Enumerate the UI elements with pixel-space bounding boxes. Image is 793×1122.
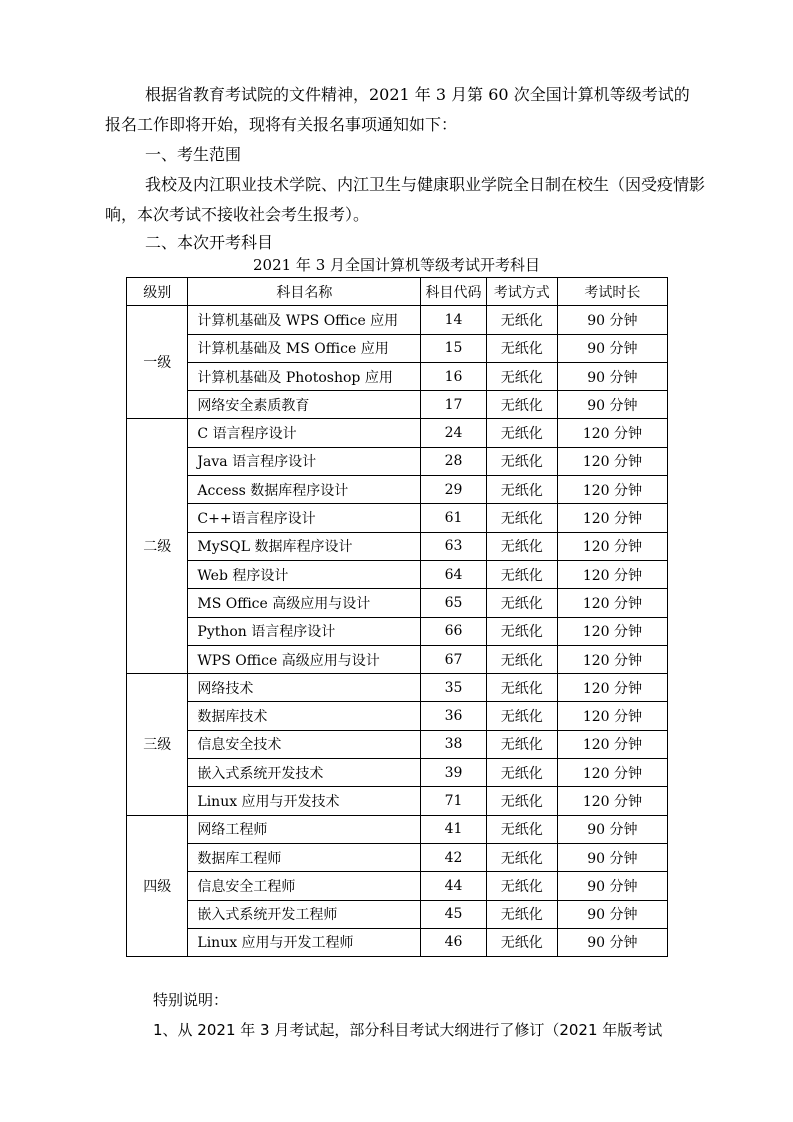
subject-name-cell: 网络安全素质教育 bbox=[188, 391, 421, 419]
level-cell: 四级 bbox=[127, 815, 188, 956]
exam-subjects-table bbox=[126, 277, 668, 957]
exam-mode-cell: 无纸化 bbox=[486, 306, 557, 334]
table-row bbox=[127, 334, 668, 362]
exam-mode-cell: 无纸化 bbox=[486, 815, 557, 843]
level-cell: 一级 bbox=[127, 306, 188, 419]
subject-name-cell: 计算机基础及 MS Office 应用 bbox=[188, 334, 421, 362]
subject-code-cell: 14 bbox=[421, 306, 486, 334]
exam-mode-cell: 无纸化 bbox=[486, 759, 557, 787]
subject-code-cell: 66 bbox=[421, 617, 486, 645]
table-row bbox=[127, 815, 668, 843]
exam-mode-cell: 无纸化 bbox=[486, 730, 557, 758]
exam-duration-cell: 90 分钟 bbox=[557, 334, 667, 362]
table-row bbox=[127, 419, 668, 447]
notes-title: 特别说明： bbox=[153, 991, 229, 1009]
exam-mode-cell: 无纸化 bbox=[486, 334, 557, 362]
subject-name-cell: 数据库工程师 bbox=[188, 843, 421, 871]
subject-code-cell: 67 bbox=[421, 645, 486, 673]
header-subject-name: 科目名称 bbox=[188, 278, 421, 306]
exam-duration-cell: 120 分钟 bbox=[557, 730, 667, 758]
subject-code-cell: 71 bbox=[421, 787, 486, 815]
table-row bbox=[127, 362, 668, 390]
exam-mode-cell: 无纸化 bbox=[486, 589, 557, 617]
table-header-row bbox=[127, 278, 668, 306]
exam-mode-cell: 无纸化 bbox=[486, 476, 557, 504]
subject-name-cell: 计算机基础及 WPS Office 应用 bbox=[188, 306, 421, 334]
subject-code-cell: 35 bbox=[421, 674, 486, 702]
exam-duration-cell: 90 分钟 bbox=[557, 928, 667, 956]
table-row bbox=[127, 759, 668, 787]
subject-name-cell: Web 程序设计 bbox=[188, 560, 421, 588]
subject-name-cell: MySQL 数据库程序设计 bbox=[188, 532, 421, 560]
exam-duration-cell: 120 分钟 bbox=[557, 447, 667, 475]
subject-name-cell: 数据库技术 bbox=[188, 702, 421, 730]
candidates-paragraph: 我校及内江职业技术学院、内江卫生与健康职业学院全日制在校生（因受疫情影响，本次考试不接收社会考生报考）。 bbox=[105, 175, 706, 224]
subject-code-cell: 29 bbox=[421, 476, 486, 504]
exam-duration-cell: 120 分钟 bbox=[557, 532, 667, 560]
exam-mode-cell: 无纸化 bbox=[486, 617, 557, 645]
section-heading-candidates: 一、考生范围 bbox=[145, 145, 242, 164]
table-row bbox=[127, 589, 668, 617]
exam-mode-cell: 无纸化 bbox=[486, 419, 557, 447]
exam-mode-cell: 无纸化 bbox=[486, 532, 557, 560]
subject-name-cell: 信息安全技术 bbox=[188, 730, 421, 758]
header-level: 级别 bbox=[127, 278, 188, 306]
table-row bbox=[127, 928, 668, 956]
table-row bbox=[127, 730, 668, 758]
exam-duration-cell: 90 分钟 bbox=[557, 872, 667, 900]
section-heading-subjects: 二、本次开考科目 bbox=[145, 233, 274, 252]
subject-code-cell: 44 bbox=[421, 872, 486, 900]
subject-code-cell: 28 bbox=[421, 447, 486, 475]
subject-code-cell: 42 bbox=[421, 843, 486, 871]
table-row bbox=[127, 306, 668, 334]
subject-code-cell: 63 bbox=[421, 532, 486, 560]
subject-name-cell: C++语言程序设计 bbox=[188, 504, 421, 532]
subject-code-cell: 24 bbox=[421, 419, 486, 447]
exam-duration-cell: 120 分钟 bbox=[557, 589, 667, 617]
table-row bbox=[127, 532, 668, 560]
table-row bbox=[127, 674, 668, 702]
subject-code-cell: 61 bbox=[421, 504, 486, 532]
subject-code-cell: 39 bbox=[421, 759, 486, 787]
exam-duration-cell: 120 分钟 bbox=[557, 645, 667, 673]
exam-mode-cell: 无纸化 bbox=[486, 560, 557, 588]
table-row bbox=[127, 702, 668, 730]
table-row bbox=[127, 900, 668, 928]
subject-code-cell: 16 bbox=[421, 362, 486, 390]
exam-duration-cell: 90 分钟 bbox=[557, 815, 667, 843]
exam-duration-cell: 120 分钟 bbox=[557, 787, 667, 815]
table-row bbox=[127, 787, 668, 815]
exam-duration-cell: 90 分钟 bbox=[557, 306, 667, 334]
exam-mode-cell: 无纸化 bbox=[486, 787, 557, 815]
exam-mode-cell: 无纸化 bbox=[486, 645, 557, 673]
exam-duration-cell: 120 分钟 bbox=[557, 504, 667, 532]
subject-name-cell: WPS Office 高级应用与设计 bbox=[188, 645, 421, 673]
exam-duration-cell: 90 分钟 bbox=[557, 843, 667, 871]
subject-code-cell: 65 bbox=[421, 589, 486, 617]
subject-code-cell: 46 bbox=[421, 928, 486, 956]
table-title: 2021 年 3 月全国计算机等级考试开考科目 bbox=[252, 256, 541, 274]
exam-duration-cell: 120 分钟 bbox=[557, 560, 667, 588]
subject-name-cell: C 语言程序设计 bbox=[188, 419, 421, 447]
subject-name-cell: 计算机基础及 Photoshop 应用 bbox=[188, 362, 421, 390]
header-subject-code: 科目代码 bbox=[421, 278, 486, 306]
subject-name-cell: Linux 应用与开发工程师 bbox=[188, 928, 421, 956]
subject-name-cell: 网络技术 bbox=[188, 674, 421, 702]
header-exam-duration: 考试时长 bbox=[557, 278, 667, 306]
exam-duration-cell: 90 分钟 bbox=[557, 900, 667, 928]
subject-name-cell: MS Office 高级应用与设计 bbox=[188, 589, 421, 617]
subject-name-cell: 信息安全工程师 bbox=[188, 872, 421, 900]
table-row bbox=[127, 476, 668, 504]
subject-name-cell: Access 数据库程序设计 bbox=[188, 476, 421, 504]
table-row bbox=[127, 560, 668, 588]
table-row bbox=[127, 645, 668, 673]
exam-duration-cell: 120 分钟 bbox=[557, 617, 667, 645]
table-row bbox=[127, 843, 668, 871]
exam-mode-cell: 无纸化 bbox=[486, 843, 557, 871]
exam-duration-cell: 120 分钟 bbox=[557, 476, 667, 504]
subject-name-cell: Java 语言程序设计 bbox=[188, 447, 421, 475]
exam-duration-cell: 120 分钟 bbox=[557, 759, 667, 787]
exam-mode-cell: 无纸化 bbox=[486, 391, 557, 419]
table-row bbox=[127, 447, 668, 475]
subject-name-cell: 嵌入式系统开发工程师 bbox=[188, 900, 421, 928]
table-body bbox=[127, 306, 668, 957]
exam-duration-cell: 120 分钟 bbox=[557, 674, 667, 702]
level-cell: 二级 bbox=[127, 419, 188, 674]
subject-code-cell: 15 bbox=[421, 334, 486, 362]
table-row bbox=[127, 504, 668, 532]
subject-code-cell: 17 bbox=[421, 391, 486, 419]
notes-item-1: 1、从 2021 年 3 月考试起，部分科目考试大纲进行了修订（2021 年版考试 bbox=[153, 1021, 663, 1039]
subject-name-cell: Python 语言程序设计 bbox=[188, 617, 421, 645]
subject-name-cell: 嵌入式系统开发技术 bbox=[188, 759, 421, 787]
level-cell: 三级 bbox=[127, 674, 188, 815]
subject-code-cell: 45 bbox=[421, 900, 486, 928]
exam-mode-cell: 无纸化 bbox=[486, 447, 557, 475]
header-exam-mode: 考试方式 bbox=[486, 278, 557, 306]
exam-mode-cell: 无纸化 bbox=[486, 504, 557, 532]
exam-duration-cell: 90 分钟 bbox=[557, 391, 667, 419]
exam-duration-cell: 120 分钟 bbox=[557, 419, 667, 447]
table-row bbox=[127, 872, 668, 900]
exam-mode-cell: 无纸化 bbox=[486, 362, 557, 390]
exam-duration-cell: 120 分钟 bbox=[557, 702, 667, 730]
exam-mode-cell: 无纸化 bbox=[486, 900, 557, 928]
table-row bbox=[127, 391, 668, 419]
subject-name-cell: Linux 应用与开发技术 bbox=[188, 787, 421, 815]
subject-code-cell: 36 bbox=[421, 702, 486, 730]
subject-name-cell: 网络工程师 bbox=[188, 815, 421, 843]
subject-code-cell: 38 bbox=[421, 730, 486, 758]
exam-mode-cell: 无纸化 bbox=[486, 674, 557, 702]
subject-code-cell: 64 bbox=[421, 560, 486, 588]
table-row bbox=[127, 617, 668, 645]
intro-paragraph: 根据省教育考试院的文件精神，2021 年 3 月第 60 次全国计算机等级考试的报名工作即将开始，现将有关报名事项通知如下： bbox=[105, 85, 690, 134]
exam-duration-cell: 90 分钟 bbox=[557, 362, 667, 390]
exam-mode-cell: 无纸化 bbox=[486, 872, 557, 900]
exam-mode-cell: 无纸化 bbox=[486, 702, 557, 730]
exam-mode-cell: 无纸化 bbox=[486, 928, 557, 956]
subject-code-cell: 41 bbox=[421, 815, 486, 843]
